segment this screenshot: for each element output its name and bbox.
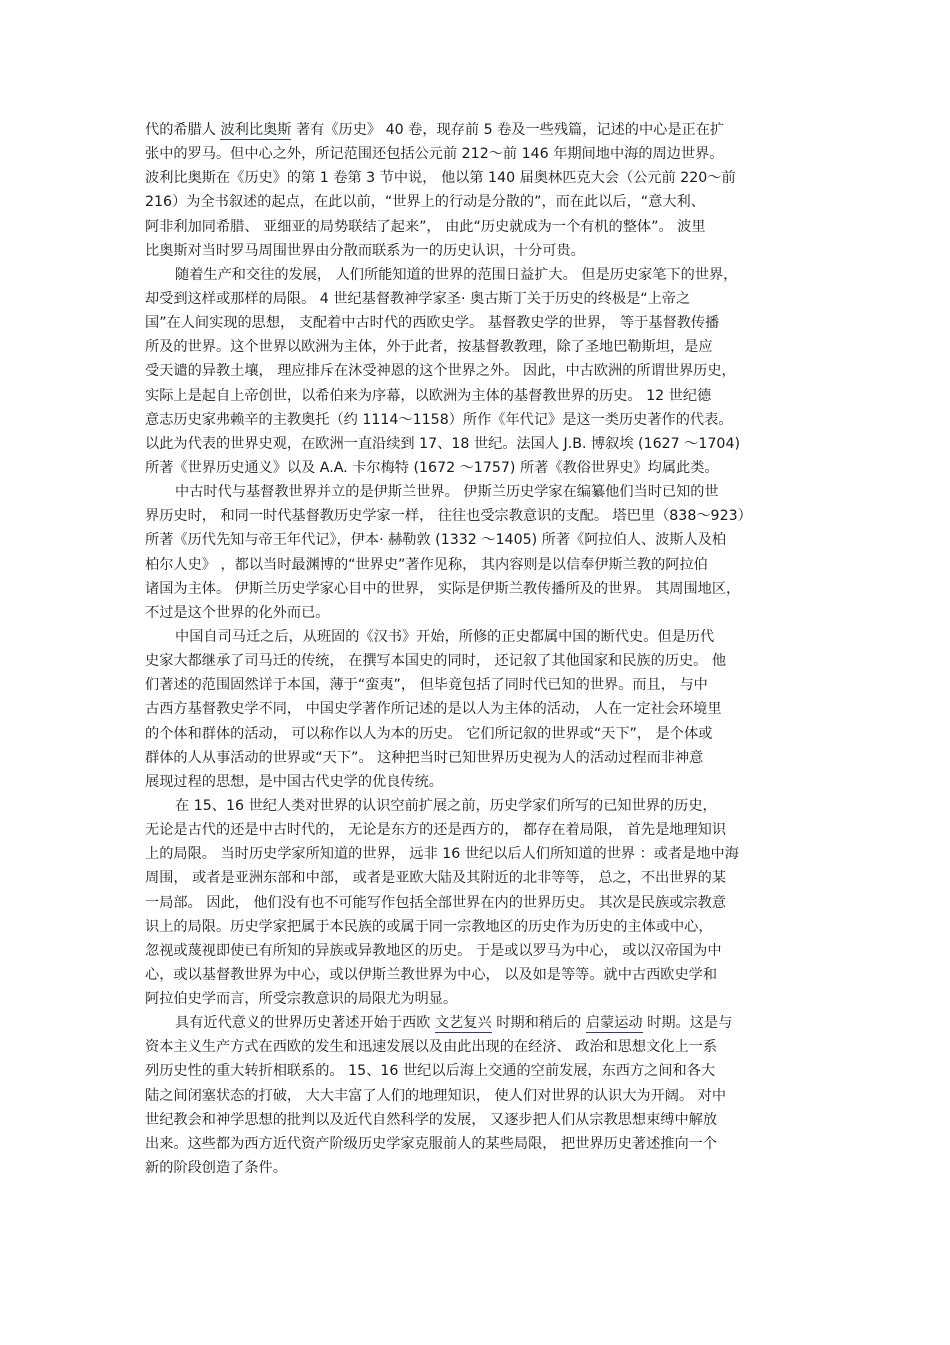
text-line <box>145 625 810 649</box>
text-line: 柏尔人史》 ，都以当时最渊博的“世界史”著作见称， 其内容则是以信奉伊斯兰教的阿拉伯 <box>145 556 708 573</box>
text-line: 一局部。 因此， 他们没有也不可能写作包括全部世界在内的世界历史。 其次是民族或宗教意 <box>145 894 727 911</box>
text-run: 中国自司马迁之后，从班固的《汉书》开始，所修的正史都属中国的断代史。但是历代 <box>175 628 715 645</box>
text-line: 诸国为主体。 伊斯兰历史学家心目中的世界， 实际是伊斯兰教传播所及的世界。 其周围地区， <box>145 580 741 597</box>
text-line: 展现过程的思想，是中国古代史学的优良传统。 <box>145 773 443 790</box>
text-line: 阿拉伯史学而言，所受宗教意识的局限尤为明显。 <box>145 991 458 1008</box>
text-line: 界历史时， 和同一时代基督教历史学家一样， 往往也受宗教意识的支配。 塔巴里（838～923） <box>145 508 752 525</box>
text-line: 无论是古代的还是中古时代的， 无论是东方的还是西方的， 都存在着局限， 首先是地理知识 <box>145 822 727 839</box>
text-line: 陆之间闭塞状态的打破， 大大丰富了人们的地理知识， 使人们对世界的认识大为开阔。 对中 <box>145 1087 727 1104</box>
text-line: 资本主义生产方式在西欧的发生和迅速发展以及由此出现的在经济、 政治和思想文化上一系 <box>145 1039 718 1056</box>
text-line <box>145 794 810 818</box>
text-line: 上的局限。 当时历史学家所知道的世界， 远非 16 世纪以后人们所知道的世界 ：或者是地中海 <box>145 846 739 863</box>
text-run: 在 15、16 世纪人类对世界的认识空前扩展之前，历史学家们所写的已知世界的历史， <box>175 797 717 814</box>
document-body <box>145 118 810 1180</box>
text-line: 波利比奥斯在《历史》的第 1 卷第 3 节中说， 他以第 140 届奥林匹克大会（公元前 220～前 <box>145 170 736 187</box>
text-line <box>145 118 810 142</box>
text-line: 心，或以基督教世界为中心，或以伊斯兰教世界为中心， 以及如是等等。就中古西欧史学和 <box>145 966 718 983</box>
text-line: 们著述的范围固然详于本国，薄于“蛮夷”， 但毕竟包括了同时代已知的世界。而且， 与中 <box>145 677 708 694</box>
text-line: 国”在人间实现的思想， 支配着中古时代的西欧史学。 基督教史学的世界， 等于基督教传播 <box>145 315 720 332</box>
link-renaissance[interactable]: 文艺复兴 <box>434 1015 492 1032</box>
text-line: 受天谴的异教土壤， 理应排斥在沐受神恩的这个世界之外。 因此，中古欧洲的所谓世界历史， <box>145 363 736 380</box>
text-line: 世纪教会和神学思想的批判以及近代自然科学的发展， 又逐步把人们从宗教思想束缚中解放 <box>145 1111 718 1128</box>
text-line: 列历史性的重大转折相联系的。 15、16 世纪以后海上交通的空前发展，东西方之间和各大 <box>145 1063 716 1080</box>
text-run: 代的希腊人 <box>145 122 216 138</box>
text-line: 阿非利加同希腊、 亚细亚的局势联结了起来”， 由此“历史就成为一个有机的整体”。 波里 <box>145 218 706 235</box>
text-run: 著有《历史》 40 卷，现存前 5 卷及一些残篇，记述的中心是正在扩 <box>295 122 725 138</box>
text-run: 随着生产和交往的发展， 人们所能知道的世界的范围日益扩大。 但是历史家笔下的世界， <box>175 266 738 283</box>
text-line: 所著《历代先知与帝王年代记》，伊本· 赫勒敦 (1332 ～1405) 所著《阿拉伯人、波斯人及柏 <box>145 532 727 549</box>
text-line: 群体的人从事活动的世界或“天下”。 这种把当时已知世界历史视为人的活动过程而非神意 <box>145 749 704 766</box>
text-line: 史家大都继承了司马迁的传统， 在撰写本国史的同时， 还记叙了其他国家和民族的历史。 他 <box>145 653 727 670</box>
text-line: 以此为代表的世界史观，在欧洲一直沿续到 17、18 世纪。法国人 J.B. 博叙埃 (1627 ～1704) <box>145 435 741 452</box>
text-line <box>145 480 810 504</box>
text-line: 比奥斯对当时罗马周围世界由分散而联系为一的历史认识，十分可贵。 <box>145 242 585 259</box>
text-run: 具有近代意义的世界历史著述开始于西欧 <box>175 1015 431 1032</box>
text-line: 实际上是起自上帝创世，以希伯来为序幕，以欧洲为主体的基督教世界的历史。 12 世纪德 <box>145 387 712 404</box>
link-enlightenment[interactable]: 启蒙运动 <box>585 1015 643 1032</box>
text-line: 新的阶段创造了条件。 <box>145 1160 287 1177</box>
text-line: 不过是这个世界的化外而已。 <box>145 604 330 621</box>
text-line <box>145 263 810 287</box>
text-line: 识上的局限。历史学家把属于本民族的或属于同一宗教地区的历史作为历史的主体或中心， <box>145 918 713 935</box>
text-line: 所及的世界。这个世界以欧洲为主体，外于此者，按基督教教理，除了圣地巴勒斯坦，是应 <box>145 339 713 356</box>
text-line: 忽视或蔑视即使已有所知的异族或异教地区的历史。 于是或以罗马为中心， 或以汉帝国为中 <box>145 942 722 959</box>
text-run: 中古时代与基督教世界并立的是伊斯兰世界。 伊斯兰历史学家在编纂他们当时已知的世 <box>175 484 719 501</box>
text-line: 张中的罗马。但中心之外，所记范围还包括公元前 212～前 146 年期间地中海的周边世界。 <box>145 146 724 163</box>
text-line: 周围， 或者是亚洲东部和中部， 或者是亚欧大陆及其附近的北非等等， 总之，不出世界的某 <box>145 870 727 887</box>
text-line: 的个体和群体的活动， 可以称作以人为本的历史。 它们所记叙的世界或“天下”， 是个体或 <box>145 725 713 742</box>
text-line: 所著《世界历史通义》以及 A.A. 卡尔梅特 (1672 ～1757) 所著《教俗世界史》均属此类。 <box>145 459 719 476</box>
text-line: 古西方基督教史学不同， 中国史学著作所记述的是以人为主体的活动， 人在一定社会环境里 <box>145 701 722 718</box>
text-run: 时期和稍后的 <box>496 1015 582 1032</box>
text-run: 时期。这是与 <box>647 1015 733 1032</box>
text-line: 却受到这样或那样的局限。 4 世纪基督教神学家圣· 奥古斯丁关于历史的终极是“上帝之 <box>145 290 691 307</box>
link-polybius[interactable]: 波利比奥斯 <box>220 122 292 138</box>
text-line: 出来。这些都为西方近代资产阶级历史学家克服前人的某些局限， 把世界历史著述推向一个 <box>145 1135 718 1152</box>
text-line: 意志历史家弗赖辛的主教奥托（约 1114～1158）所作《年代记》是这一类历史著作的代表。 <box>145 411 733 428</box>
text-line: 216）为全书叙述的起点，在此以前，“世界上的行动是分散的”，而在此以后，“意大利、 <box>145 194 705 211</box>
text-line <box>145 1011 810 1035</box>
